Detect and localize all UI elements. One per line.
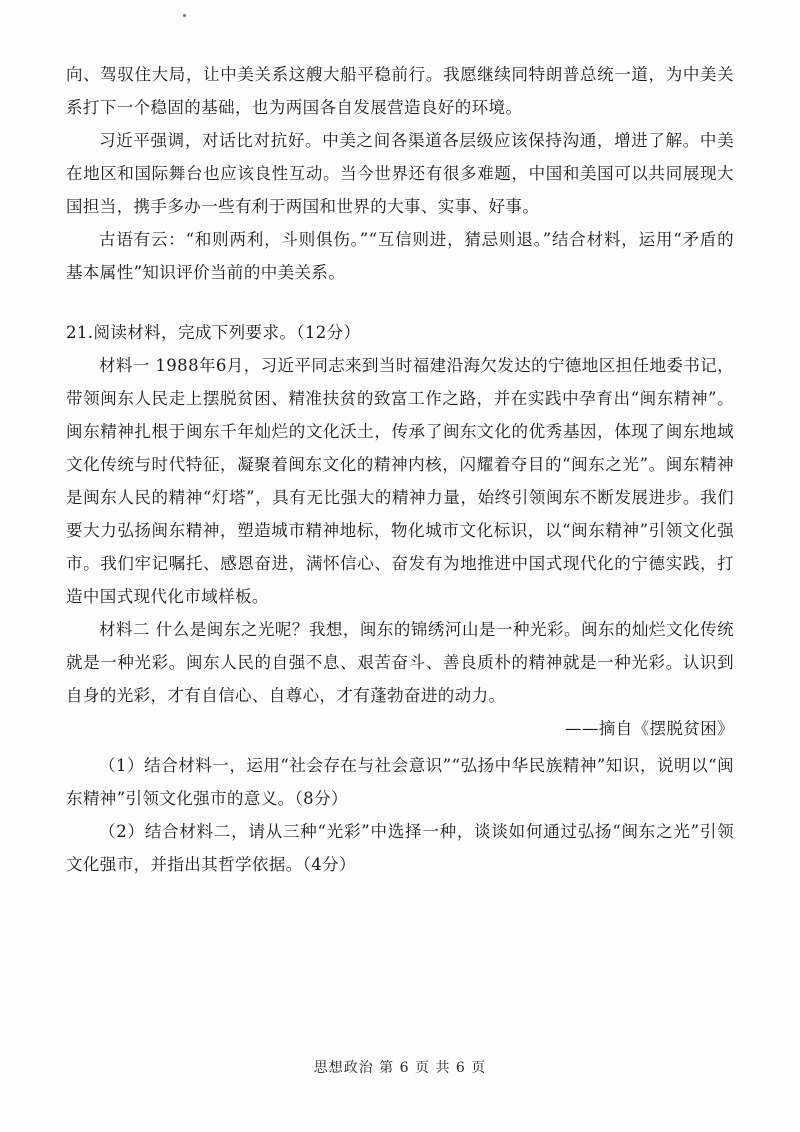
sub-question-1: （1）结合材料一，运用“社会存在与社会意识”“弘扬中华民族精神”知识，说明以“闽东精神”引领文化强市的意义。（8分） bbox=[66, 756, 734, 808]
passage-paragraph-1: 向、驾驭住大局，让中美关系这艘大船平稳前行。我愿继续同特朗普总统一道，为中美关系打下一个稳固的基础，也为两国各自发展营造良好的环境。 bbox=[66, 65, 734, 117]
page-footer: 思想政治 第 6 页 共 6 页 bbox=[313, 1060, 487, 1076]
material-two: 材料二 什么是闽东之光呢？我想，闽东的锦绣河山是一种光彩。闽东的灿烂文化传统就是一种光彩。闽东人民的自强不息、艰苦奋斗、善良质朴的精神就是一种光彩。认识到自身的光彩，才有自信心、自尊心，才有蓬勃奋进的动力。 bbox=[66, 620, 734, 705]
page-content bbox=[66, 58, 734, 881]
question-21-heading: 21.阅读材料，完成下列要求。（12分） bbox=[66, 323, 361, 342]
scan-speck bbox=[183, 14, 186, 17]
section-gap bbox=[66, 289, 734, 316]
sub-question-2: （2）结合材料二，请从三种“光彩”中选择一种，谈谈如何通过弘扬“闽东之光”引领文化强市，并指出其哲学依据。（4分） bbox=[66, 822, 734, 874]
material-source: ——摘自《摆脱贫困》 bbox=[565, 719, 734, 738]
material-one: 材料一 1988年6月，习近平同志来到当时福建沿海欠发达的宁德地区担任地委书记，带领闽东人民走上摆脱贫困、精准扶贫的致富工作之路，并在实践中孕育出“闽东精神”。闽东精神扎根于闽东千年灿烂的文化沃土，传承了闽东文化的优秀基因，体现了闽东地域文化传统与时代特征，凝聚着闽东文化的精神内核，闪耀着夺目的“闽东之光”。闽东精神是闽东人民的精神“灯塔”，具有无比强大的精神力量，始终引领闽东不断发展进步。我们要大力弘扬闽东精神，塑造城市精神地标，物化城市文化标识，以“闽东精神”引领文化强市。我们牢记嘱托、感恩奋进，满怀信心、奋发有为地推进中国式现代化的宁德实践，打造中国式现代化市域样板。 bbox=[66, 356, 734, 606]
passage-paragraph-2: 习近平强调，对话比对抗好。中美之间各渠道各层级应该保持沟通，增进了解。中美在地区和国际舞台也应该良性互动。当今世界还有很多难题，中国和美国可以共同展现大国担当，携手多办一些有利于两国和世界的大事、实事、好事。 bbox=[66, 131, 734, 216]
question-20-prompt: 古语有云：“和则两利，斗则俱伤。”“互信则进，猜忌则退。”结合材料，运用“矛盾的基本属性”知识评价当前的中美关系。 bbox=[66, 230, 734, 282]
